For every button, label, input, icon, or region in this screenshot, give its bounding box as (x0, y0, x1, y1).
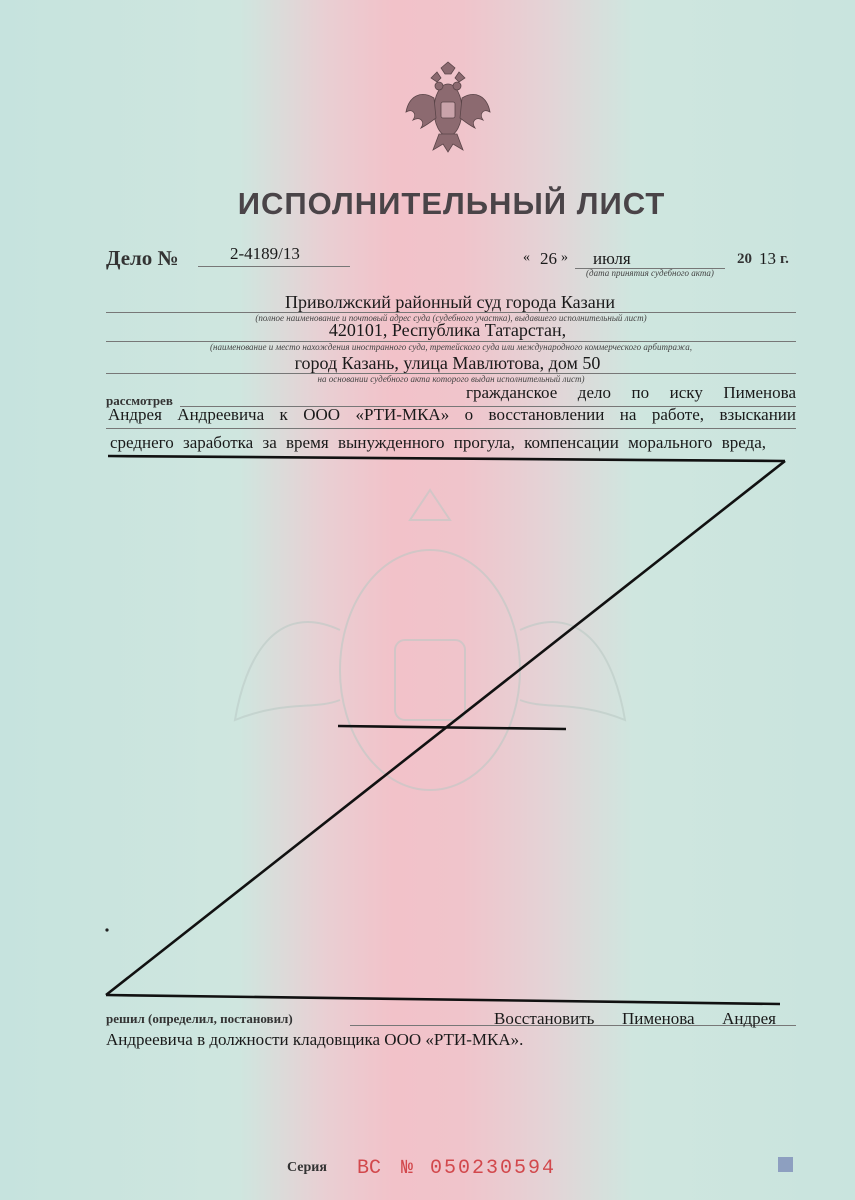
series-label: Серия (287, 1160, 327, 1175)
series-number-sign: № (401, 1157, 414, 1180)
court-act-caption: на основании судебного акта которого выдан исполнительный лист) (317, 374, 585, 384)
decided-line2: Андреевича в должности кладовщика ООО «РТИ-МКА». (106, 1030, 524, 1049)
series-code: ВС (357, 1157, 382, 1180)
considered-line2: Андрея Андреевича к ООО «РТИ-МКА» о восстановлении на работе, взыскании (108, 405, 796, 424)
date-quote-open: « (523, 250, 530, 265)
decided-label: решил (определил, постановил) (106, 1011, 293, 1026)
date-quote-close: » (561, 250, 568, 265)
court-address-line2: город Казань, улица Мавлютова, дом 50 (294, 353, 601, 373)
case-label: Дело № (106, 246, 179, 270)
stray-ink-dot (105, 928, 108, 931)
considered-label: рассмотрев (106, 393, 173, 408)
z-mark-bottom-line (106, 995, 780, 1004)
date-year-prefix: 20 (737, 251, 752, 267)
date-caption: (дата принятия судебного акта) (586, 268, 714, 278)
date-year-suffix: 13 (759, 249, 776, 268)
court-address-caption: (наименование и место нахождения иностранного суда, третейского суда или международного коммерческого арбитража, (210, 342, 692, 352)
z-mark-cross-line (338, 726, 566, 729)
date-day: 26 (540, 249, 557, 268)
series-number: 050230594 (430, 1157, 557, 1180)
considered-line3: среднего заработка за время вынужденного прогула, компенсации морального вреда, (110, 433, 766, 452)
case-number: 2-4189/13 (230, 244, 300, 263)
document-title: ИСПОЛНИТЕЛЬНЫЙ ЛИСТ (237, 186, 666, 221)
court-name-caption: (полное наименование и почтовый адрес суда (судебного участка), выдавшего исполнительный лист) (255, 313, 647, 323)
decided-line1: Восстановить Пименова Андрея (494, 1009, 776, 1028)
date-year-unit: г. (780, 251, 789, 267)
considered-line1: гражданское дело по иску Пименова (466, 383, 796, 402)
corner-mark (778, 1157, 793, 1172)
court-address-line1: 420101, Республика Татарстан, (328, 320, 567, 340)
court-name: Приволжский районный суд города Казани (285, 292, 615, 312)
date-month: июля (593, 249, 631, 268)
z-mark-top-line (108, 456, 785, 461)
